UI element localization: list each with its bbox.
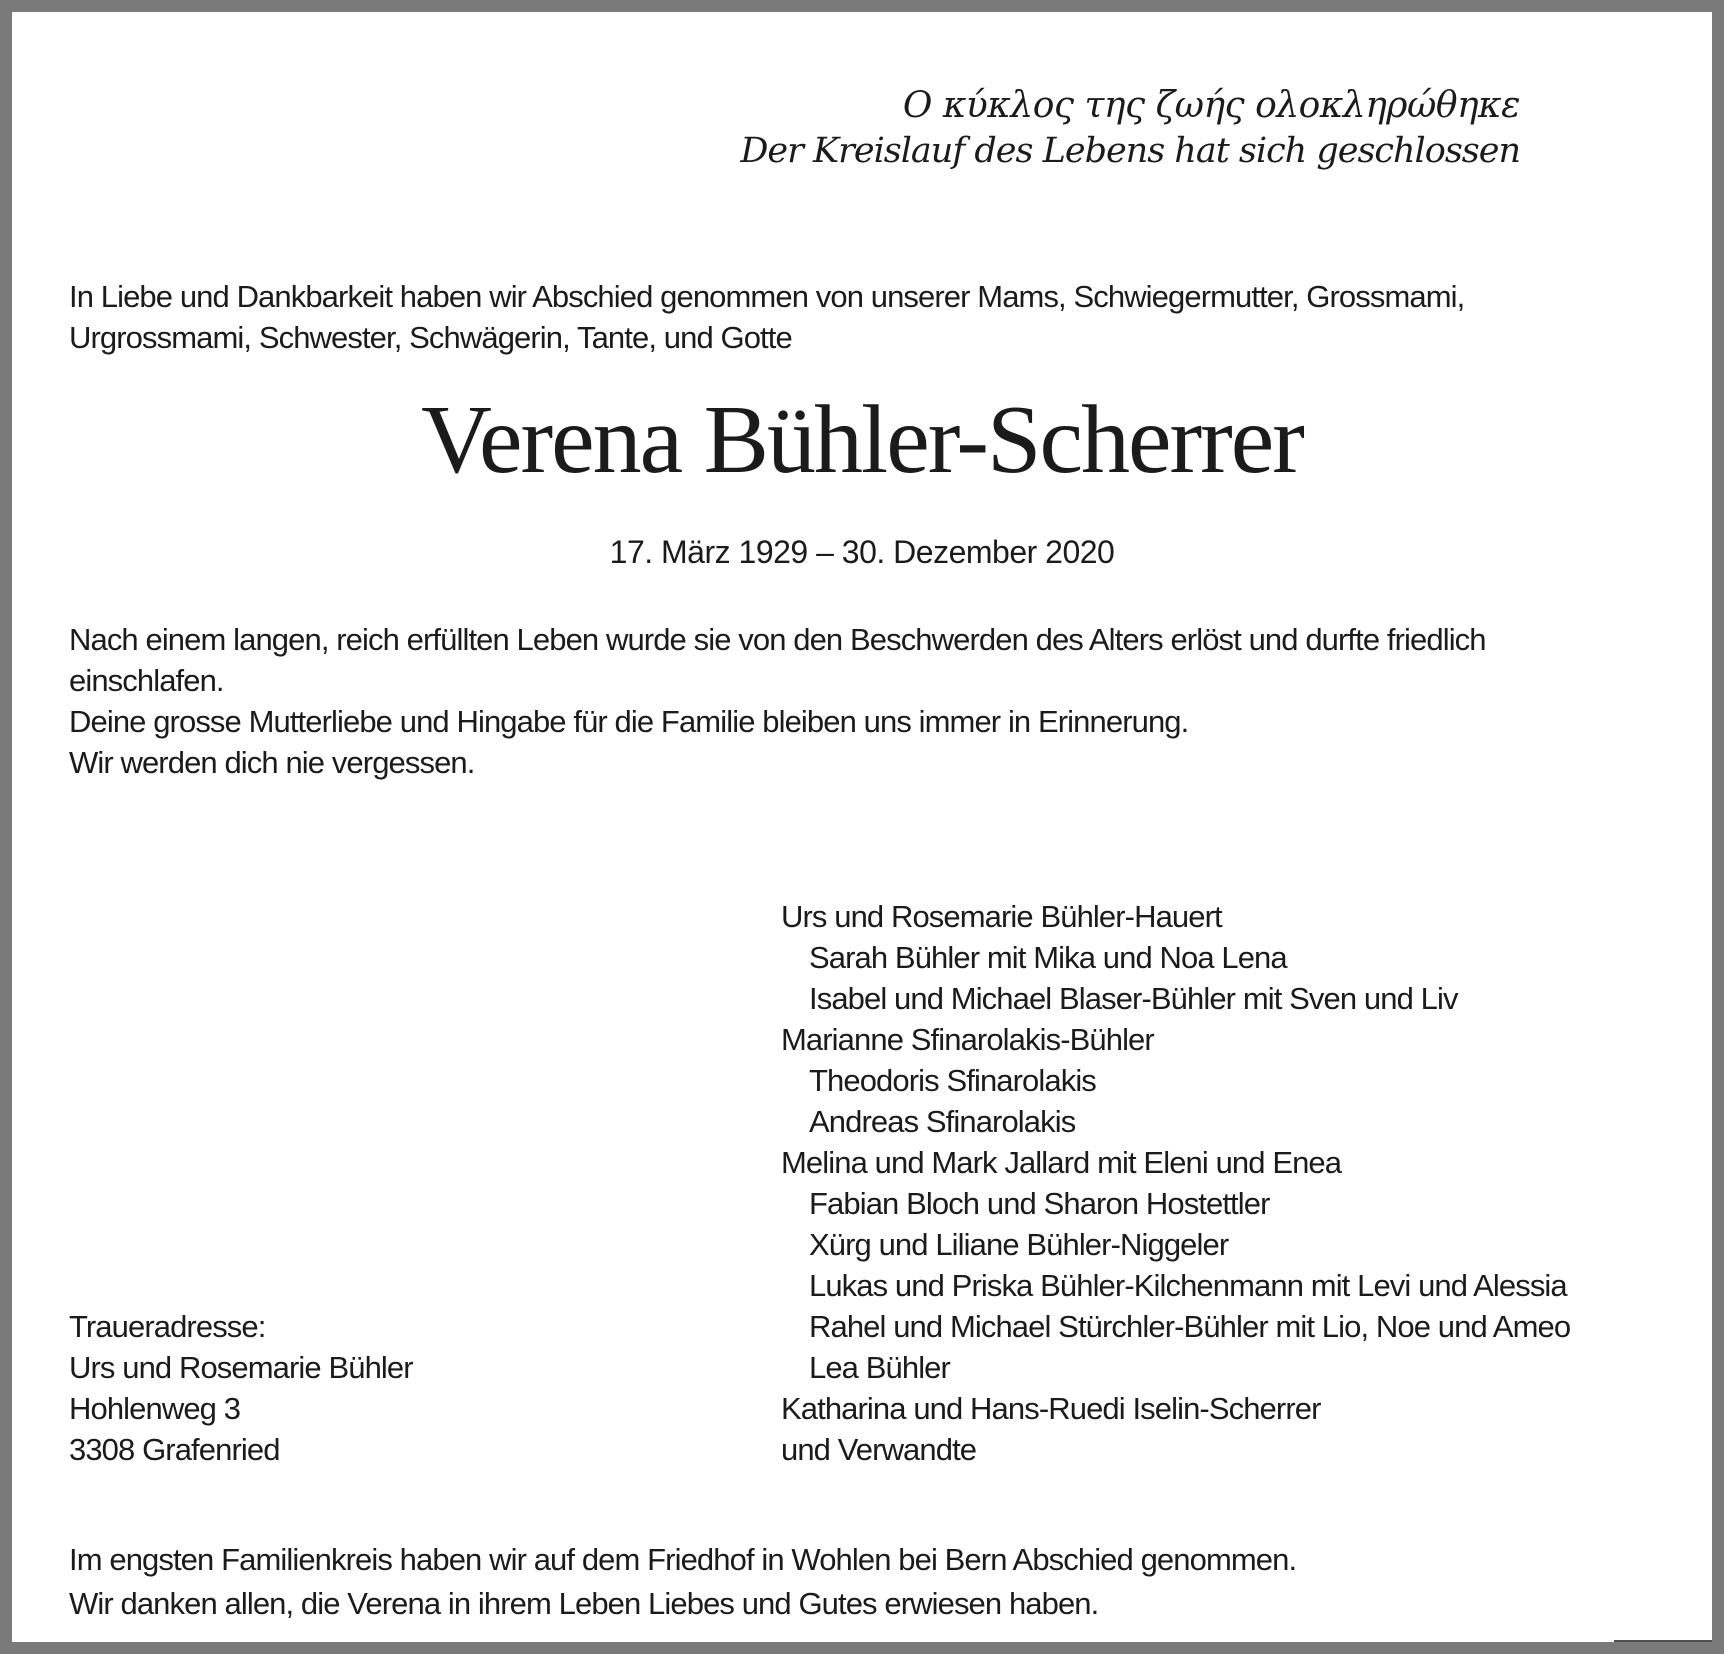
intro-line: Urgrossmami, Schwester, Schwägerin, Tante, und Gotte: [69, 320, 792, 355]
memorial-quote-greek: Ο κύκλος της ζωής ολοκληρώθηκε: [902, 85, 1520, 126]
intro-line: In Liebe und Dankbarkeit haben wir Abschied genommen von unserer Mams, Schwiegermutter, Grossmami,: [69, 279, 1465, 314]
family-member: Rahel und Michael Stürchler-Bühler mit Lio, Noe und Ameo: [809, 1309, 1571, 1344]
family-member: Katharina und Hans-Ruedi Iselin-Scherrer: [781, 1391, 1321, 1426]
family-member: Urs und Rosemarie Bühler-Hauert: [781, 899, 1222, 934]
mourning-address-line: 3308 Grafenried: [69, 1432, 280, 1467]
family-member: Melina und Mark Jallard mit Eleni und Enea: [781, 1145, 1342, 1180]
mourning-address: [69, 1306, 413, 1470]
obituary-text: [69, 619, 1486, 783]
family-list: [781, 896, 1570, 1470]
mourning-address-label: Traueradresse:: [69, 1309, 266, 1344]
memorial-quote-german: Der Kreislauf des Lebens hat sich geschlossen: [740, 131, 1520, 171]
obituary-line: Wir werden dich nie vergessen.: [69, 745, 475, 780]
family-member: Lukas und Priska Bühler-Kilchenmann mit Levi und Alessia: [809, 1268, 1567, 1303]
family-member: Lea Bühler: [809, 1350, 950, 1385]
memorial-quote: [740, 82, 1520, 174]
family-member: Andreas Sfinarolakis: [809, 1104, 1076, 1139]
family-member: Theodoris Sfinarolakis: [809, 1063, 1096, 1098]
family-member: und Verwandte: [781, 1432, 977, 1467]
closing-line: Wir danken allen, die Verena in ihrem Leben Liebes und Gutes erwiesen haben.: [69, 1586, 1099, 1621]
obituary-line: Deine grosse Mutterliebe und Hingabe für die Familie bleiben uns immer in Erinnerung.: [69, 704, 1189, 739]
obituary-line: einschlafen.: [69, 663, 224, 698]
family-member: Xürg und Liliane Bühler-Niggeler: [809, 1227, 1229, 1262]
family-member: Marianne Sfinarolakis-Bühler: [781, 1022, 1154, 1057]
deceased-name: Verena Bühler-Scherrer: [421, 386, 1303, 494]
mourning-address-lines: [69, 1347, 413, 1470]
family-member: Fabian Bloch und Sharon Hostettler: [809, 1186, 1270, 1221]
top-edge-shadow: [0, 0, 1724, 5]
scan-artifact: [1614, 1640, 1724, 1643]
family-member: Isabel und Michael Blaser-Bühler mit Sven und Liv: [809, 981, 1458, 1016]
mourning-address-line: Urs und Rosemarie Bühler: [69, 1350, 413, 1385]
mourning-address-line: Hohlenweg 3: [69, 1391, 241, 1426]
closing-line: Im engsten Familienkreis haben wir auf dem Friedhof in Wohlen bei Bern Abschied genommen.: [69, 1542, 1297, 1577]
family-member: Sarah Bühler mit Mika und Noa Lena: [809, 940, 1287, 975]
intro-text: [69, 276, 1464, 358]
obituary-line: Nach einem langen, reich erfüllten Leben wurde sie von den Beschwerden des Alters erlöst und durfte friedlich: [69, 622, 1486, 657]
life-dates: 17. März 1929 – 30. Dezember 2020: [609, 534, 1115, 570]
closing-text: [69, 1538, 1296, 1626]
